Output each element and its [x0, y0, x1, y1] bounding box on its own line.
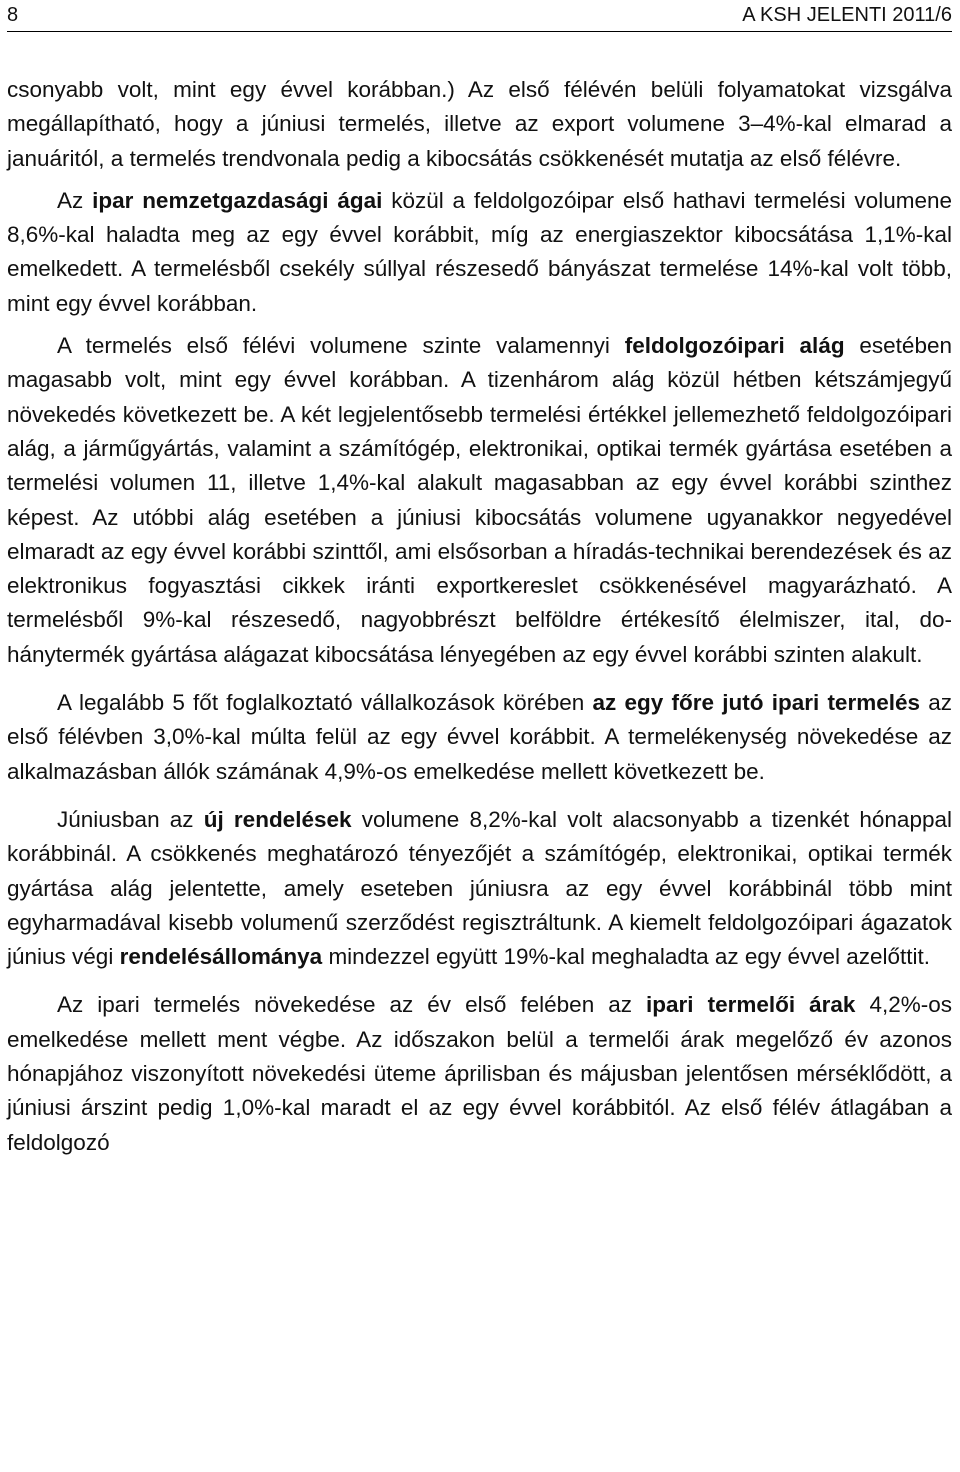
bold-term: új rendelések	[203, 806, 352, 832]
text-run: volumene 8,2%-kal volt alacsonyabb a tizenkét hónappal korábbinál. A csökkenés meghatározó tényezőjét a számítógép, elektronikai, optikai termék gyártása alág jelentette, amely eseteben júniusra az egy évvel korábbinál több mint egyharmadával kisebb volumenű szerződést regisztráltunk. A kiemelt feldolgozóipari ágazatok június végi	[7, 806, 952, 970]
page-number: 8	[7, 4, 19, 26]
paragraph	[7, 73, 952, 176]
bold-term: rendelésállománya	[119, 944, 323, 970]
header-rule	[7, 31, 952, 32]
paragraph	[7, 988, 952, 1159]
paragraph	[7, 184, 952, 321]
running-header	[7, 3, 952, 33]
paragraph	[7, 803, 952, 974]
text-run: csonyabb volt, mint egy évvel korábban.) Az első félévén belüli folyamatokat vizsgálva megállapítható, hogy a júniusi termelés, illetve az export volumene 3–4%-kal elmarad a januáritól, a termelés trendvonala pedig a kibocsátás csökkenését mutatja az első félévre.	[7, 77, 952, 171]
text-run: Júniusban az	[57, 806, 204, 832]
text-run: A legalább 5 főt foglalkoztató vállalkozások körében	[57, 690, 593, 716]
text-run: esetében magasabb volt, mint egy évvel korábban. A tizenhárom alág közül hétben kétszámjegyű növekedés következett be. A két legjelentősebb termelési értékkel jellemezhető feldolgozóipari alág, a járműgyártás, valamint a számítógép, elektronikai, optikai termék gyártása esetében a termelési volumen 11, illetve 1,4%-kal alakult magasabban az egy évvel korábbi szinthez képest. Az utóbbi alág esetében a júniusi kibocsátás volumene ugyanakkor negyedével elmaradt az egy évvel korábbi szinttől, ami elsősorban a híradás-technikai berendezések és az elektronikus fogyasztási cikkek iránti exportkereslet csökkenésével magyarázható. A termelésből 9%-kal részesedő, nagyobbrészt belföldre értékesítő élelmiszer, ital, dohánytermék gyártása alágazat kibocsátása lényegében az egy évvel korábbi szinten alakult.	[7, 333, 952, 667]
bold-term: az egy főre jutó ipari termelés	[592, 690, 921, 716]
paragraph	[7, 686, 952, 789]
text-run: Az	[57, 187, 93, 213]
publication-title: A KSH JELENTI 2011/6	[742, 4, 952, 26]
text-run: Az ipari termelés növekedése az év első felében az	[57, 992, 647, 1018]
text-run: 4,2%-os emelkedése mellett ment végbe. Az időszakon belül a termelői árak megelőző év azonos hónapjához viszonyított növekedési üteme áprilisban és májusban jelentősen mérséklődött, a júniusi árszint pedig 1,0%-kal maradt el az egy évvel korábbitól. Az első félév átlagában a feldolgozó	[7, 992, 953, 1155]
text-run: közül a feldolgozóipar első hathavi termelési volumene 8,6%-kal haladta meg az egy évvel korábbit, míg az energiaszektor kibocsátása 1,1%-kal emelkedett. A termelésből csekély súllyal részesedő bányászat termelése 14%-kal volt több, mint egy évvel korábban.	[7, 187, 952, 316]
bold-term: ipari termelői árak	[646, 992, 856, 1018]
body-text	[7, 73, 952, 1160]
bold-term: ipar nemzetgazdasági ágai	[92, 187, 383, 213]
text-run: mindezzel együtt 19%-kal meghaladta az egy évvel azelőttit.	[322, 944, 931, 970]
bold-term: feldolgozóipari alág	[624, 333, 845, 359]
paragraph	[7, 329, 952, 672]
text-run: A termelés első félévi volumene szinte valamennyi	[57, 333, 625, 359]
text-run: az első félévben 3,0%-kal múlta felül az egy évvel korábbit. A termelékenység növekedése az alkalmazásban állók számának 4,9%-os emelkedése mellett következett be.	[7, 690, 953, 784]
